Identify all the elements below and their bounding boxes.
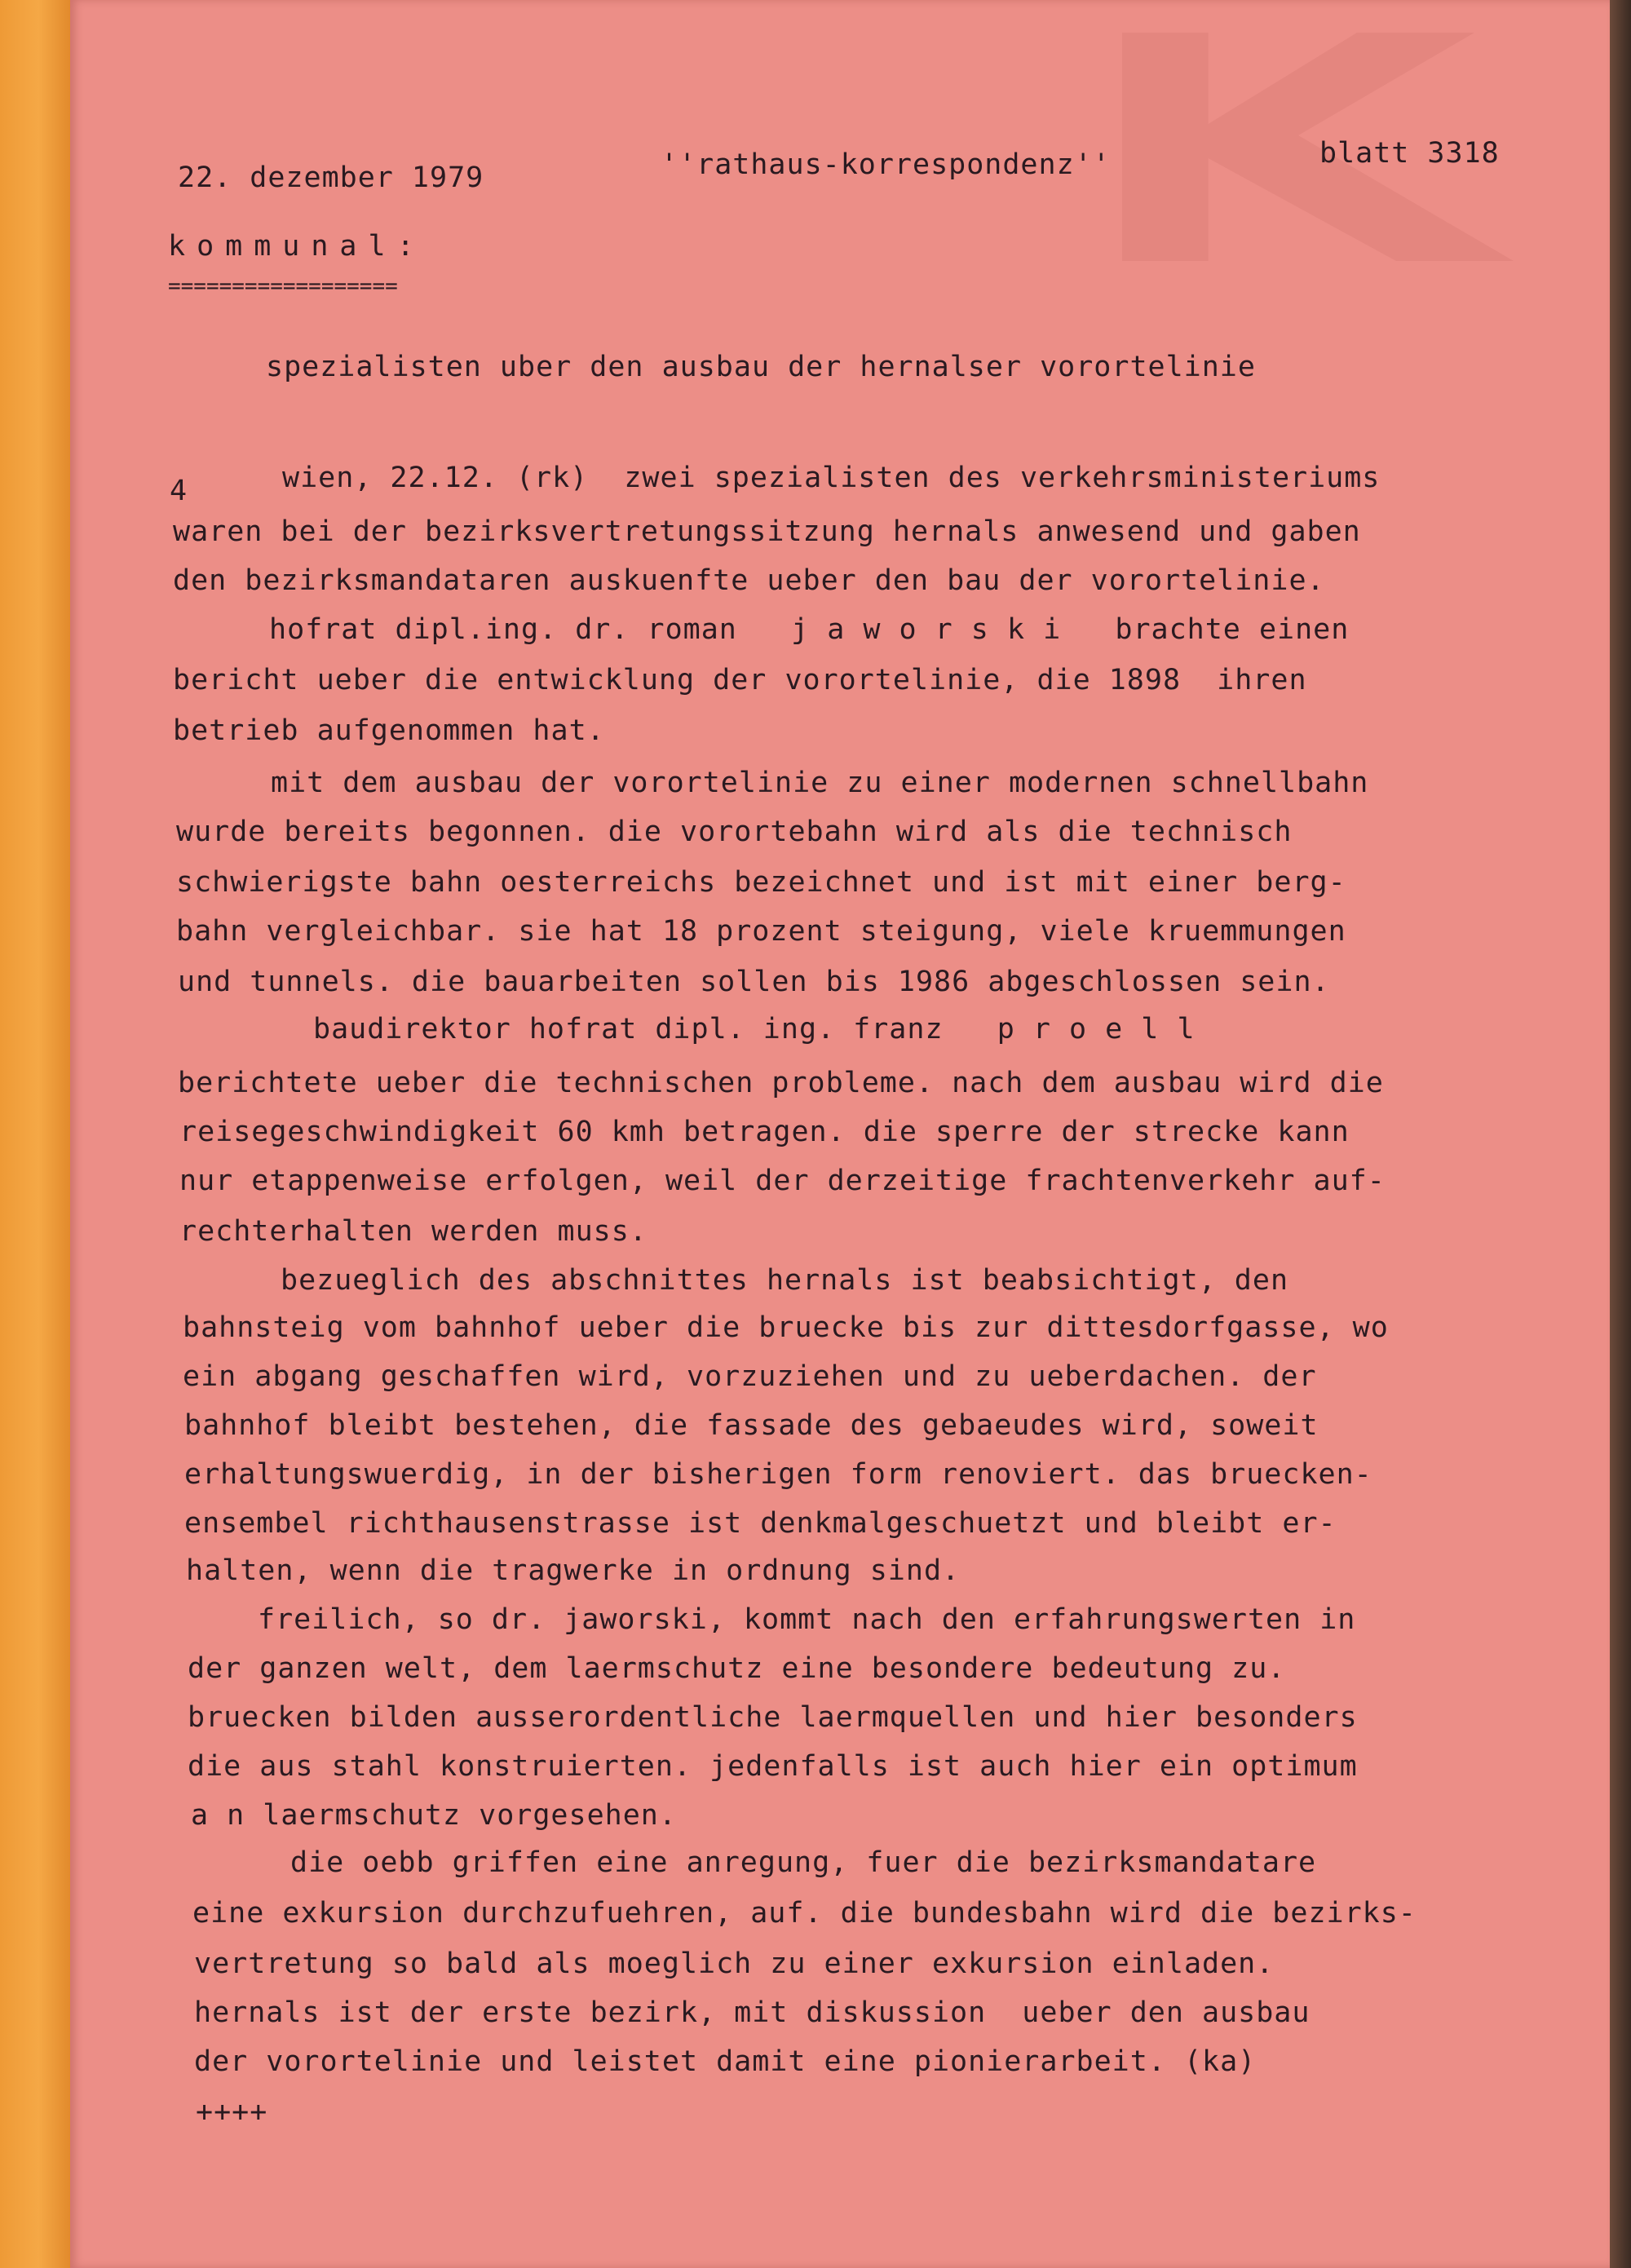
body-line: den bezirksmandataren auskuenfte ueber den bau der vorortelinie.	[173, 564, 1325, 597]
body-line: a n laermschutz vorgesehen.	[191, 1799, 677, 1832]
body-line: bezueglich des abschnittes hernals ist beabsichtigt, den	[281, 1264, 1289, 1297]
body-line: vertretung so bald als moeglich zu einer exkursion einladen.	[194, 1947, 1275, 1980]
header-sheet-number: blatt 3318	[1319, 137, 1500, 170]
body-line: der ganzen welt, dem laermschutz eine besondere bedeutung zu.	[188, 1652, 1286, 1685]
body-line: berichtete ueber die technischen probleme. nach dem ausbau wird die	[178, 1067, 1384, 1099]
body-line: betrieb aufgenommen hat.	[173, 714, 605, 747]
body-line: rechterhalten werden muss.	[179, 1215, 648, 1248]
page-edge	[1610, 0, 1631, 2268]
margin-number: 4	[170, 475, 188, 507]
body-line: baudirektor hofrat dipl. ing. franz p r o e l l	[313, 1013, 1196, 1046]
body-line: reisegeschwindigkeit 60 kmh betragen. die sperre der strecke kann	[179, 1116, 1350, 1148]
body-line: wien, 22.12. (rk) zwei spezialisten des verkehrsministeriums	[282, 462, 1381, 494]
body-line: die oebb griffen eine anregung, fuer die bezirksmandatare	[290, 1846, 1317, 1879]
body-line: erhaltungswuerdig, in der bisherigen form renoviert. das bruecken-	[184, 1458, 1372, 1491]
body-line: bruecken bilden ausserordentliche laermquellen und hier besonders	[188, 1701, 1358, 1734]
body-line: mit dem ausbau der vorortelinie zu einer modernen schnellbahn	[271, 767, 1369, 799]
body-line: der vorortelinie und leistet damit eine pionierarbeit. (ka)	[194, 2045, 1257, 2078]
body-line: bahnhof bleibt bestehen, die fassade des gebaeudes wird, soweit	[184, 1409, 1319, 1442]
section-label: kommunal:	[168, 230, 426, 263]
body-line: freilich, so dr. jaworski, kommt nach den erfahrungswerten in	[258, 1603, 1356, 1636]
body-line: und tunnels. die bauarbeiten sollen bis 1986 abgeschlossen sein.	[178, 966, 1330, 998]
orange-binding	[0, 0, 70, 2268]
body-line: die aus stahl konstruierten. jedenfalls ist auch hier ein optimum	[188, 1750, 1358, 1783]
body-line: bahn vergleichbar. sie hat 18 prozent steigung, viele kruemmungen	[176, 915, 1346, 948]
body-line: schwierigste bahn oesterreichs bezeichnet und ist mit einer berg-	[176, 866, 1346, 899]
header-date: 22. dezember 1979	[178, 161, 484, 194]
body-line: bahnsteig vom bahnhof ueber die bruecke bis zur dittesdorfgasse, wo	[183, 1311, 1389, 1344]
body-line: bericht ueber die entwicklung der vorortelinie, die 1898 ihren	[173, 664, 1307, 696]
article-heading: spezialisten uber den ausbau der hernalser vorortelinie	[266, 351, 1256, 383]
body-line: ein abgang geschaffen wird, vorzuziehen und zu ueberdachen. der	[183, 1360, 1317, 1393]
section-underline: ==================	[168, 274, 398, 298]
header-publication: ''rathaus-korrespondenz''	[661, 148, 1111, 181]
body-line: wurde bereits begonnen. die vorortebahn wird als die technisch	[176, 816, 1293, 848]
body-line: hofrat dipl.ing. dr. roman j a w o r s k i brachte einen	[269, 613, 1350, 646]
body-line: halten, wenn die tragwerke in ordnung sind.	[186, 1554, 961, 1587]
body-line: eine exkursion durchzufuehren, auf. die bundesbahn wird die bezirks-	[192, 1897, 1417, 1930]
body-line: nur etappenweise erfolgen, weil der derzeitige frachtenverkehr auf-	[179, 1165, 1386, 1197]
body-line: ensembel richthausenstrasse ist denkmalgeschuetzt und bleibt er-	[184, 1507, 1337, 1540]
body-line: hernals ist der erste bezirk, mit diskussion ueber den ausbau	[194, 1996, 1311, 2029]
body-line: waren bei der bezirksvertretungssitzung hernals anwesend und gaben	[173, 515, 1361, 548]
end-mark: ++++	[196, 2096, 268, 2129]
